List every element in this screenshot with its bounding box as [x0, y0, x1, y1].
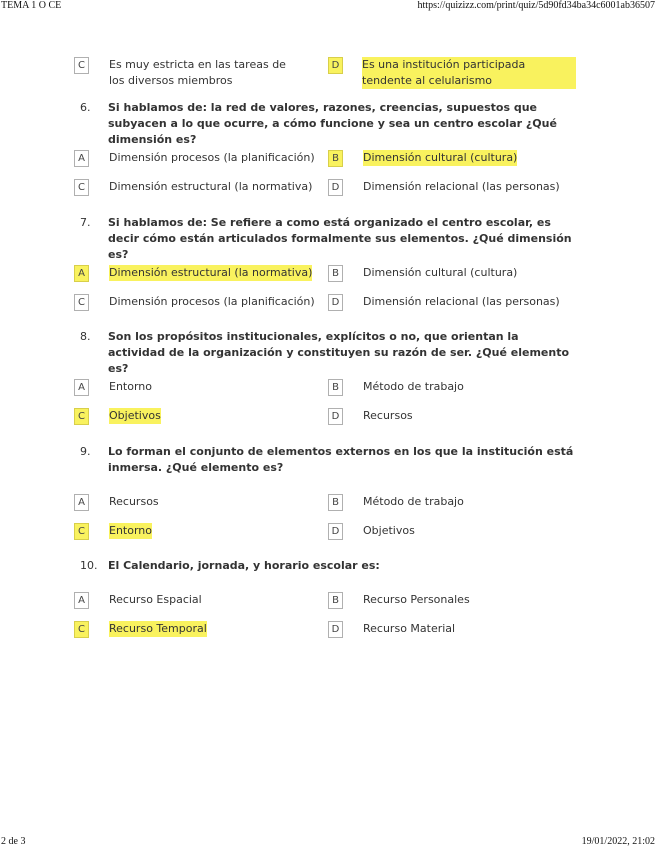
option-text: Dimensión cultural (cultura)	[363, 151, 518, 164]
option-q8-b[interactable]	[328, 379, 464, 396]
question-text: Si hablamos de: Se refiere a como está organizado el centro escolar, es decir cómo están articulados formalmente sus elementos. ¿Qué dimensión es?	[108, 216, 572, 261]
option-q8-a[interactable]	[74, 379, 152, 396]
option-text: Dimensión cultural (cultura)	[363, 266, 518, 279]
option-letter: A	[74, 494, 89, 511]
question-6	[74, 100, 574, 148]
option-letter: C	[74, 408, 89, 425]
question-text: Si hablamos de: la red de valores, razones, creencias, supuestos que subyacen a lo que ocurre, a cómo funcione y sea un centro escolar ¿Qué dimensión es?	[108, 101, 557, 146]
question-number: 9.	[80, 445, 91, 458]
option-text: Dimensión relacional (las personas)	[363, 295, 560, 308]
option-q9-a[interactable]	[74, 494, 159, 511]
option-text: Recursos	[109, 495, 159, 508]
option-text: Dimensión relacional (las personas)	[363, 180, 560, 193]
option-letter: B	[328, 265, 343, 282]
question-text: El Calendario, jornada, y horario escolar es:	[108, 559, 380, 572]
option-q10-a[interactable]	[74, 592, 202, 609]
option-q5-d[interactable]	[328, 57, 578, 89]
question-number: 7.	[80, 216, 91, 229]
question-10	[74, 558, 574, 574]
option-q10-c[interactable]	[74, 621, 207, 638]
option-q9-c[interactable]	[74, 523, 152, 540]
question-number: 6.	[80, 101, 91, 114]
option-q9-b[interactable]	[328, 494, 464, 511]
option-letter: A	[74, 379, 89, 396]
option-q7-a[interactable]	[74, 265, 312, 282]
option-letter: C	[74, 179, 89, 196]
option-text: Recursos	[363, 409, 413, 422]
option-letter: D	[328, 621, 343, 638]
option-letter: B	[328, 592, 343, 609]
print-header-url: https://quizizz.com/print/quiz/5d90fd34ba34c6001ab36507	[417, 0, 655, 11]
option-q6-a[interactable]	[74, 150, 315, 167]
option-q7-c[interactable]	[74, 294, 315, 311]
option-text: Recurso Temporal	[109, 622, 207, 635]
option-text: Dimensión estructural (la normativa)	[109, 180, 313, 193]
option-q7-b[interactable]	[328, 265, 517, 282]
print-footer-page: 2 de 3	[1, 836, 26, 847]
option-q5-c[interactable]	[74, 57, 314, 89]
option-text: Método de trabajo	[363, 380, 464, 393]
option-q10-d[interactable]	[328, 621, 455, 638]
option-text: Método de trabajo	[363, 495, 464, 508]
option-text: Recurso Material	[363, 622, 456, 635]
option-text: Recurso Personales	[363, 593, 470, 606]
option-letter: A	[74, 592, 89, 609]
question-7	[74, 215, 574, 263]
option-letter: C	[74, 621, 89, 638]
option-letter: A	[74, 150, 89, 167]
option-text: Entorno	[109, 380, 152, 393]
option-q10-b[interactable]	[328, 592, 470, 609]
option-q8-d[interactable]	[328, 408, 413, 425]
option-text: Recurso Espacial	[109, 593, 202, 606]
option-text: Dimensión estructural (la normativa)	[109, 266, 313, 279]
option-letter: C	[74, 523, 89, 540]
option-q9-d[interactable]	[328, 523, 415, 540]
option-text: Es una institución participada tendente al celularismo	[362, 57, 576, 89]
option-q6-b[interactable]	[328, 150, 517, 167]
question-text: Son los propósitos institucionales, explícitos o no, que orientan la actividad de la organización y constituyen su razón de ser. ¿Qué elemento es?	[108, 330, 570, 375]
option-letter: D	[328, 408, 343, 425]
option-letter: B	[328, 494, 343, 511]
option-text: Objetivos	[363, 524, 415, 537]
question-number: 8.	[80, 330, 91, 343]
option-letter: C	[74, 294, 89, 311]
print-header-title: TEMA 1 O CE	[1, 0, 62, 11]
question-8	[74, 329, 574, 377]
option-text: Entorno	[109, 524, 152, 537]
question-9	[74, 444, 574, 476]
option-q6-c[interactable]	[74, 179, 312, 196]
option-text: Dimensión procesos (la planificación)	[109, 295, 315, 308]
option-letter: C	[74, 57, 89, 74]
option-q8-c[interactable]	[74, 408, 161, 425]
option-letter: D	[328, 179, 343, 196]
option-q6-d[interactable]	[328, 179, 560, 196]
option-letter: D	[328, 57, 343, 74]
option-letter: D	[328, 523, 343, 540]
option-letter: A	[74, 265, 89, 282]
option-letter: B	[328, 150, 343, 167]
option-text: Dimensión procesos (la planificación)	[109, 151, 315, 164]
option-text: Es muy estricta en las tareas de los diversos miembros	[109, 58, 286, 87]
question-text: Lo forman el conjunto de elementos externos en los que la institución está inmersa. ¿Qué elemento es?	[108, 445, 574, 474]
option-text: Objetivos	[109, 409, 161, 422]
question-number: 10.	[80, 559, 98, 572]
option-letter: D	[328, 294, 343, 311]
option-letter: B	[328, 379, 343, 396]
option-q7-d[interactable]	[328, 294, 560, 311]
print-footer-date: 19/01/2022, 21:02	[581, 836, 655, 847]
